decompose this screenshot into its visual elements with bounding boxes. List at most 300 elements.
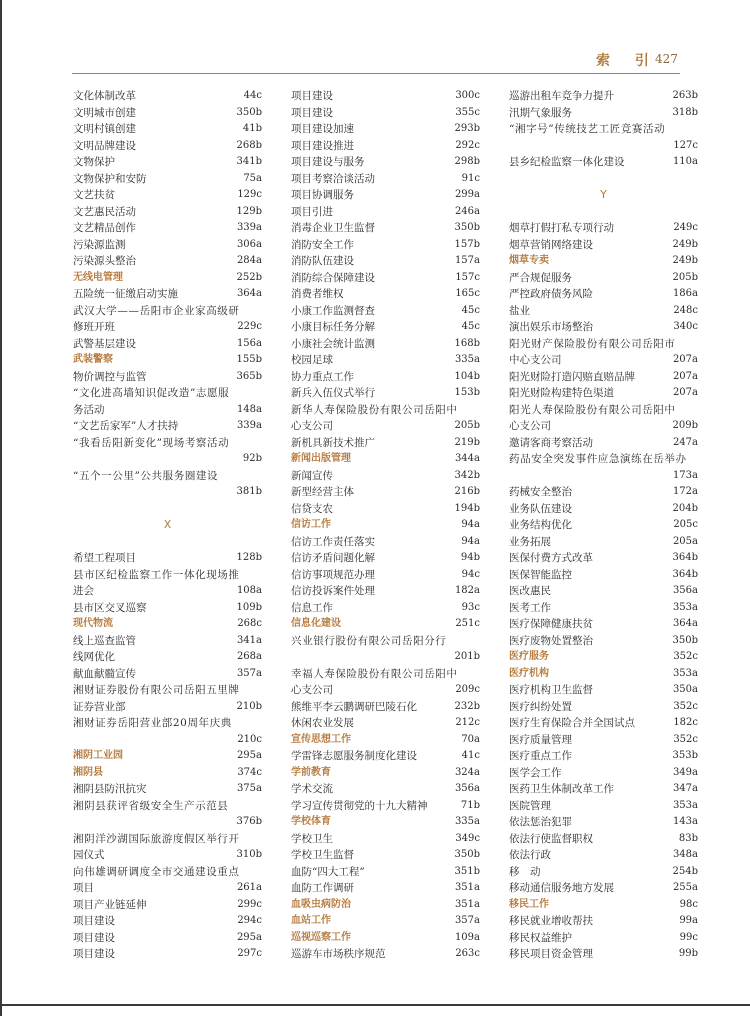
index-entry	[291, 369, 480, 386]
index-entry-first-line	[73, 831, 262, 848]
entry-term: 依法行使监督职权	[509, 832, 593, 845]
entry-page-ref: 212c	[455, 717, 480, 728]
section-letter-label: Y	[600, 188, 607, 201]
entry-term: 武警基层建设	[73, 337, 136, 350]
entry-term: 县市区交叉巡察	[73, 601, 147, 614]
entry-page-ref: 45c	[461, 321, 480, 332]
entry-page-ref: 350b	[236, 106, 262, 118]
entry-page-ref: 249c	[673, 222, 698, 233]
entry-page-ref: 263c	[455, 948, 480, 959]
entry-term: 医院管理	[509, 799, 551, 812]
entry-term: 医学会工作	[509, 766, 562, 779]
index-entry	[291, 286, 480, 303]
entry-page-ref: 172a	[672, 486, 698, 497]
index-heading	[291, 930, 480, 947]
index-entry-continuation	[73, 814, 262, 831]
entry-term: 严合规促服务	[509, 271, 572, 284]
index-entry	[509, 534, 698, 551]
entry-term: 医疗机构卫生监督	[509, 684, 593, 696]
entry-term: 医疗机构	[509, 667, 549, 679]
index-entry-first-line	[73, 715, 262, 732]
entry-page-ref: 355c	[455, 106, 480, 118]
entry-page-ref: 292c	[455, 139, 480, 151]
index-entry	[291, 220, 480, 237]
index-entry	[73, 171, 262, 188]
section-letter	[509, 187, 698, 204]
entry-term: 依法行政	[509, 849, 551, 861]
entry-page-ref: 339a	[236, 420, 262, 431]
entry-term: 邀请客商考察活动	[509, 436, 593, 449]
entry-page-ref: 364b	[672, 568, 698, 580]
entry-term: 园仪式	[73, 849, 105, 861]
index-entry	[291, 171, 480, 188]
index-entry-first-line	[73, 435, 262, 452]
entry-page-ref: 143a	[672, 816, 698, 827]
index-entry	[509, 517, 698, 534]
entry-term: 文明城市创建	[73, 106, 136, 119]
entry-page-ref: 348a	[672, 849, 698, 860]
index-entry	[291, 583, 480, 600]
entry-term: 新闻出版管理	[291, 453, 351, 464]
entry-term: 五险统一征缴启动实施	[73, 288, 178, 300]
index-entry	[291, 138, 480, 155]
entry-term: 项目协调服务	[291, 189, 354, 201]
entry-term: 休闲农业发展	[291, 717, 354, 729]
index-heading	[509, 253, 698, 270]
entry-term: 移动通信服务地方发展	[509, 882, 614, 894]
entry-term: 心支公司	[291, 684, 333, 696]
entry-page-ref: 91c	[461, 172, 480, 184]
entry-page-ref: 295a	[236, 750, 262, 761]
entry-page-ref: 99a	[679, 915, 698, 926]
entry-term: 医疗纠纷处置	[509, 700, 572, 713]
entry-term: “我看岳阳新变化”现场考察活动	[73, 436, 230, 449]
index-entry	[509, 154, 698, 171]
index-entry	[509, 418, 698, 435]
index-entry	[291, 484, 480, 501]
entry-term: 新闻宣传	[291, 469, 333, 482]
entry-term: 希望工程项目	[73, 552, 136, 564]
entry-term: 项目建设推进	[291, 139, 354, 152]
index-heading	[73, 270, 262, 287]
entry-term: 现代物流	[73, 618, 113, 629]
entry-page-ref: 252b	[236, 271, 262, 283]
entry-page-ref: 207a	[672, 387, 698, 398]
entry-page-ref: 364a	[236, 288, 262, 299]
entry-page-ref: 365b	[236, 370, 262, 382]
index-entry	[291, 187, 480, 204]
entry-term: 心支公司	[509, 420, 551, 432]
entry-term: 武装警察	[73, 354, 113, 365]
index-entry	[291, 270, 480, 287]
entry-page-ref: 324a	[454, 766, 480, 778]
index-column-3	[509, 88, 698, 963]
index-heading	[73, 748, 262, 765]
entry-term: 文化体制改革	[73, 90, 136, 102]
entry-term: 阳光财险打造闪赔直赔品牌	[509, 370, 635, 383]
entry-page-ref: 340c	[673, 321, 698, 332]
entry-term: 移民权益维护	[509, 931, 572, 944]
entry-page-ref: 349c	[455, 832, 480, 844]
entry-term: 医疗生育保险合并全国试点	[509, 717, 635, 729]
entry-page-ref: 94a	[461, 519, 480, 530]
entry-page-ref: 351a	[454, 898, 480, 910]
index-entry	[509, 831, 698, 848]
index-entry	[73, 286, 262, 303]
entry-page-ref: 268b	[236, 139, 262, 151]
entry-page-ref: 94a	[461, 535, 480, 547]
entry-page-ref: 381b	[236, 486, 262, 497]
entry-term: 项目建设	[291, 90, 333, 102]
entry-term: 巡游车市场秩序规范	[291, 948, 386, 960]
entry-page-ref: 263b	[672, 90, 698, 101]
entry-term: 武汉大学——岳阳市企业家高级研	[73, 304, 240, 317]
entry-term: 医疗服务	[509, 651, 549, 662]
entry-page-ref: 157b	[454, 238, 480, 250]
index-entry	[291, 253, 480, 270]
entry-page-ref: 339a	[236, 222, 262, 233]
running-header-title: 索 引	[596, 53, 659, 69]
entry-page-ref: 41c	[461, 750, 480, 761]
entry-page-ref: 351a	[454, 882, 480, 893]
entry-term: 医疗保障健康扶贫	[509, 618, 593, 630]
entry-term: 宣传思想工作	[291, 733, 351, 745]
entry-term: 项目建设	[73, 931, 115, 944]
index-entry-continuation	[291, 649, 480, 666]
entry-term: 小康社会统计监测	[291, 337, 375, 350]
entry-term: 依法惩治犯罪	[509, 816, 572, 828]
entry-term: 校园足球	[291, 354, 333, 366]
entry-term: 业务队伍建设	[509, 502, 572, 515]
index-heading	[73, 765, 262, 782]
entry-page-ref: 205b	[454, 420, 480, 431]
entry-page-ref: 207a	[672, 354, 698, 365]
index-entry	[509, 748, 698, 765]
entry-term: “文化进高墙知识促改造”志愿服	[73, 387, 230, 399]
entry-term: 项目建设	[291, 106, 333, 119]
entry-page-ref: 350b	[454, 849, 480, 860]
entry-term: 修班开班	[73, 321, 115, 333]
index-entry	[509, 270, 698, 287]
entry-page-ref: 155b	[236, 354, 262, 365]
index-entry	[509, 814, 698, 831]
index-entry	[509, 501, 698, 518]
entry-page-ref: 341a	[236, 634, 262, 646]
entry-page-ref: 284a	[236, 255, 262, 266]
entry-term: 熊维平李云鹏调研巴陵石化	[291, 700, 417, 713]
index-entry-first-line	[509, 451, 698, 468]
entry-term: 线网优化	[73, 651, 115, 663]
entry-page-ref: 335a	[454, 354, 480, 365]
index-heading	[73, 352, 262, 369]
index-entry	[73, 154, 262, 171]
entry-page-ref: 295a	[236, 931, 262, 943]
index-entry	[73, 204, 262, 221]
index-entry	[73, 550, 262, 567]
index-entry	[291, 864, 480, 881]
entry-term: 阳光财产保险股份有限公司岳阳市	[509, 337, 676, 350]
index-entry-first-line	[73, 567, 262, 584]
index-entry	[509, 781, 698, 798]
index-heading	[291, 765, 480, 782]
index-entry	[73, 946, 262, 963]
entry-term: 信访投诉案件处理	[291, 585, 375, 597]
index-entry	[291, 534, 480, 551]
entry-term: 消防安全工作	[291, 238, 354, 251]
entry-page-ref: 247a	[672, 436, 698, 448]
index-entry	[509, 715, 698, 732]
entry-page-ref: 300c	[455, 90, 480, 101]
entry-term: 务活动	[73, 403, 105, 416]
index-entry	[509, 616, 698, 633]
entry-term: 信访工作责任落实	[291, 535, 375, 548]
entry-page-ref: 350b	[454, 222, 480, 233]
entry-page-ref: 210c	[237, 733, 262, 745]
index-column-1	[73, 88, 262, 963]
entry-page-ref: 268a	[236, 651, 262, 662]
index-entry	[291, 237, 480, 254]
entry-term: 巡视巡察工作	[291, 931, 351, 943]
entry-page-ref: 249b	[672, 255, 698, 266]
index-entry	[509, 550, 698, 567]
entry-term: 证券营业部	[73, 700, 126, 713]
entry-term: 项目建设	[73, 915, 115, 927]
entry-page-ref: 347a	[672, 783, 698, 794]
index-entry	[73, 253, 262, 270]
entry-page-ref: 375a	[236, 783, 262, 794]
entry-page-ref: 219b	[454, 436, 480, 448]
entry-page-ref: 352c	[673, 700, 698, 712]
entry-term: 移民工作	[509, 898, 549, 910]
index-entry-continuation	[73, 484, 262, 501]
entry-page-ref: 364a	[672, 618, 698, 629]
entry-term: 信访事项规范办理	[291, 568, 375, 581]
entry-page-ref: 349a	[672, 766, 698, 778]
index-entry	[509, 583, 698, 600]
entry-term: 盐业	[509, 304, 530, 317]
index-entry	[291, 303, 480, 320]
index-entry	[291, 880, 480, 897]
spacer	[73, 534, 262, 551]
index-entry	[291, 468, 480, 485]
entry-term: 协力重点工作	[291, 370, 354, 383]
entry-term: 学前教育	[291, 766, 331, 778]
index-entry	[509, 352, 698, 369]
index-entry	[509, 633, 698, 650]
index-entry-continuation	[509, 468, 698, 485]
index-entry	[291, 946, 480, 963]
index-entry-first-line	[509, 402, 698, 419]
entry-term: 项目建设与服务	[291, 156, 365, 168]
index-heading	[73, 616, 262, 633]
entry-term: 烟草打假打私专项行动	[509, 222, 614, 234]
entry-term: “湘字号”传统技艺工匠竞赛活动	[509, 123, 666, 135]
entry-term: 医保智能监控	[509, 568, 572, 581]
index-entry	[73, 220, 262, 237]
index-entry	[509, 369, 698, 386]
index-entry	[291, 352, 480, 369]
index-entry	[73, 913, 262, 930]
index-entry	[73, 88, 262, 105]
entry-page-ref: 209c	[455, 684, 480, 695]
index-entry	[291, 501, 480, 518]
index-heading	[291, 451, 480, 468]
index-entry	[509, 567, 698, 584]
index-entry	[291, 385, 480, 402]
entry-term: 进会	[73, 585, 94, 597]
index-entry-continuation	[509, 138, 698, 155]
entry-term: 新机具新技术推广	[291, 436, 375, 449]
entry-term: 血站工作	[291, 915, 331, 926]
index-entry	[73, 418, 262, 435]
entry-term: 污染源监测	[73, 238, 126, 251]
index-entry	[509, 237, 698, 254]
index-column-2	[291, 88, 480, 963]
section-letter-label: X	[163, 518, 172, 531]
entry-page-ref: 44c	[243, 90, 262, 101]
entry-term: 中心支公司	[509, 354, 562, 366]
entry-term: 小康工作监测督查	[291, 304, 375, 317]
index-heading	[291, 732, 480, 749]
entry-term: 县乡纪检监察一体化建设	[509, 156, 625, 168]
entry-term: 巡游出租车竞争力提升	[509, 90, 614, 102]
entry-page-ref: 129c	[237, 189, 262, 200]
entry-term: 新型经营主体	[291, 486, 354, 498]
index-entry	[73, 121, 262, 138]
index-entry-first-line	[73, 468, 262, 485]
spacer	[73, 501, 262, 518]
entry-term: 物价调控与监管	[73, 370, 147, 383]
entry-term: 新华人寿保险股份有限公司岳阳中	[291, 403, 458, 416]
index-heading	[291, 913, 480, 930]
entry-term: 医保付费方式改革	[509, 552, 593, 564]
entry-term: 医疗废物处置整治	[509, 634, 593, 647]
index-entry	[509, 732, 698, 749]
entry-term: 阳光财险构建特色渠道	[509, 387, 614, 399]
entry-page-ref: 353a	[672, 799, 698, 811]
index-entry-continuation	[73, 451, 262, 468]
entry-page-ref: 210b	[236, 700, 262, 712]
entry-term: 项目建设加速	[291, 123, 354, 135]
entry-term: 湘财证券岳阳营业部20周年庆典	[73, 717, 232, 729]
entry-term: 血吸虫病防治	[291, 898, 351, 910]
index-entry	[509, 600, 698, 617]
page-number: 427	[655, 52, 678, 66]
entry-page-ref: 109b	[236, 601, 262, 613]
index-heading	[291, 517, 480, 534]
index-entry-first-line	[509, 121, 698, 138]
entry-page-ref: 201b	[454, 651, 480, 662]
entry-term: 医改惠民	[509, 585, 551, 597]
entry-page-ref: 207a	[672, 370, 698, 382]
index-entry	[509, 385, 698, 402]
section-letter	[73, 517, 262, 534]
index-entry-first-line	[291, 633, 480, 650]
entry-page-ref: 129b	[236, 205, 262, 217]
entry-term: 湘财证券股份有限公司岳阳五里牌	[73, 684, 240, 696]
index-entry	[291, 682, 480, 699]
entry-term: 心支公司	[291, 420, 333, 432]
page-bottom-border	[0, 1004, 750, 1006]
entry-term: 湘阴工业园	[73, 750, 123, 761]
entry-term: 污染源头整治	[73, 255, 136, 267]
index-entry	[509, 847, 698, 864]
entry-term: 新兵入伍仪式举行	[291, 387, 375, 399]
entry-page-ref: 93c	[461, 601, 480, 613]
index-entry	[291, 550, 480, 567]
entry-page-ref: 194b	[454, 502, 480, 514]
entry-term: 湘阴县防汛抗灾	[73, 783, 147, 795]
entry-page-ref: 341b	[236, 156, 262, 167]
entry-term: 消费者维权	[291, 288, 344, 300]
entry-term: 信访矛盾问题化解	[291, 552, 375, 564]
entry-term: 学习宣传贯彻党的十九大精神	[291, 799, 428, 812]
index-entry	[291, 798, 480, 815]
index-entry	[509, 88, 698, 105]
entry-page-ref: 148a	[236, 403, 262, 415]
index-entry	[73, 187, 262, 204]
index-entry	[73, 781, 262, 798]
index-entry	[509, 880, 698, 897]
entry-term: 幸福人寿保险股份有限公司岳阳中	[291, 667, 458, 680]
entry-page-ref: 45c	[461, 304, 480, 316]
entry-page-ref: 353a	[672, 667, 698, 679]
entry-page-ref: 92b	[242, 453, 262, 464]
entry-page-ref: 374c	[237, 766, 262, 778]
entry-page-ref: 104b	[454, 370, 480, 382]
index-entry	[291, 781, 480, 798]
index-entry	[291, 847, 480, 864]
index-entry	[73, 105, 262, 122]
entry-page-ref: 246a	[454, 205, 480, 217]
entry-term: 学术交流	[291, 783, 333, 795]
index-entry	[509, 435, 698, 452]
entry-term: 阳光人寿保险股份有限公司岳阳中	[509, 403, 676, 416]
entry-term: 药品安全突发事件应急演练在岳举办	[509, 453, 687, 465]
entry-page-ref: 350a	[672, 684, 698, 695]
entry-term: 信息化建设	[291, 618, 341, 629]
entry-term: 县市区纪检监察工作一体化现场推	[73, 568, 240, 581]
entry-term: 移民就业增收帮扶	[509, 915, 593, 927]
page-left-border	[0, 0, 2, 1016]
index-entry	[291, 88, 480, 105]
entry-term: 献血献髓宣传	[73, 667, 136, 680]
entry-page-ref: 342b	[454, 469, 480, 481]
index-entry	[73, 336, 262, 353]
entry-term: 药械安全整治	[509, 486, 572, 498]
entry-page-ref: 310b	[236, 849, 262, 860]
entry-page-ref: 157c	[455, 271, 480, 283]
entry-term: 文艺扶贫	[73, 189, 115, 201]
index-entry	[73, 880, 262, 897]
index-heading	[291, 814, 480, 831]
index-entry-first-line	[73, 682, 262, 699]
entry-term: 医疗重点工作	[509, 750, 572, 762]
entry-page-ref: 94c	[461, 568, 480, 580]
entry-term: 消防综合保障建设	[291, 271, 375, 284]
entry-page-ref: 298b	[454, 156, 480, 167]
index-entry-first-line	[73, 798, 262, 815]
index-entry	[291, 715, 480, 732]
entry-page-ref: 255a	[672, 882, 698, 893]
entry-page-ref: 186a	[672, 288, 698, 299]
index-entry	[291, 105, 480, 122]
entry-page-ref: 248c	[673, 304, 698, 316]
index-entry	[509, 913, 698, 930]
entry-page-ref: 157a	[454, 255, 480, 266]
entry-page-ref: 364b	[672, 552, 698, 563]
entry-page-ref: 357a	[236, 667, 262, 679]
